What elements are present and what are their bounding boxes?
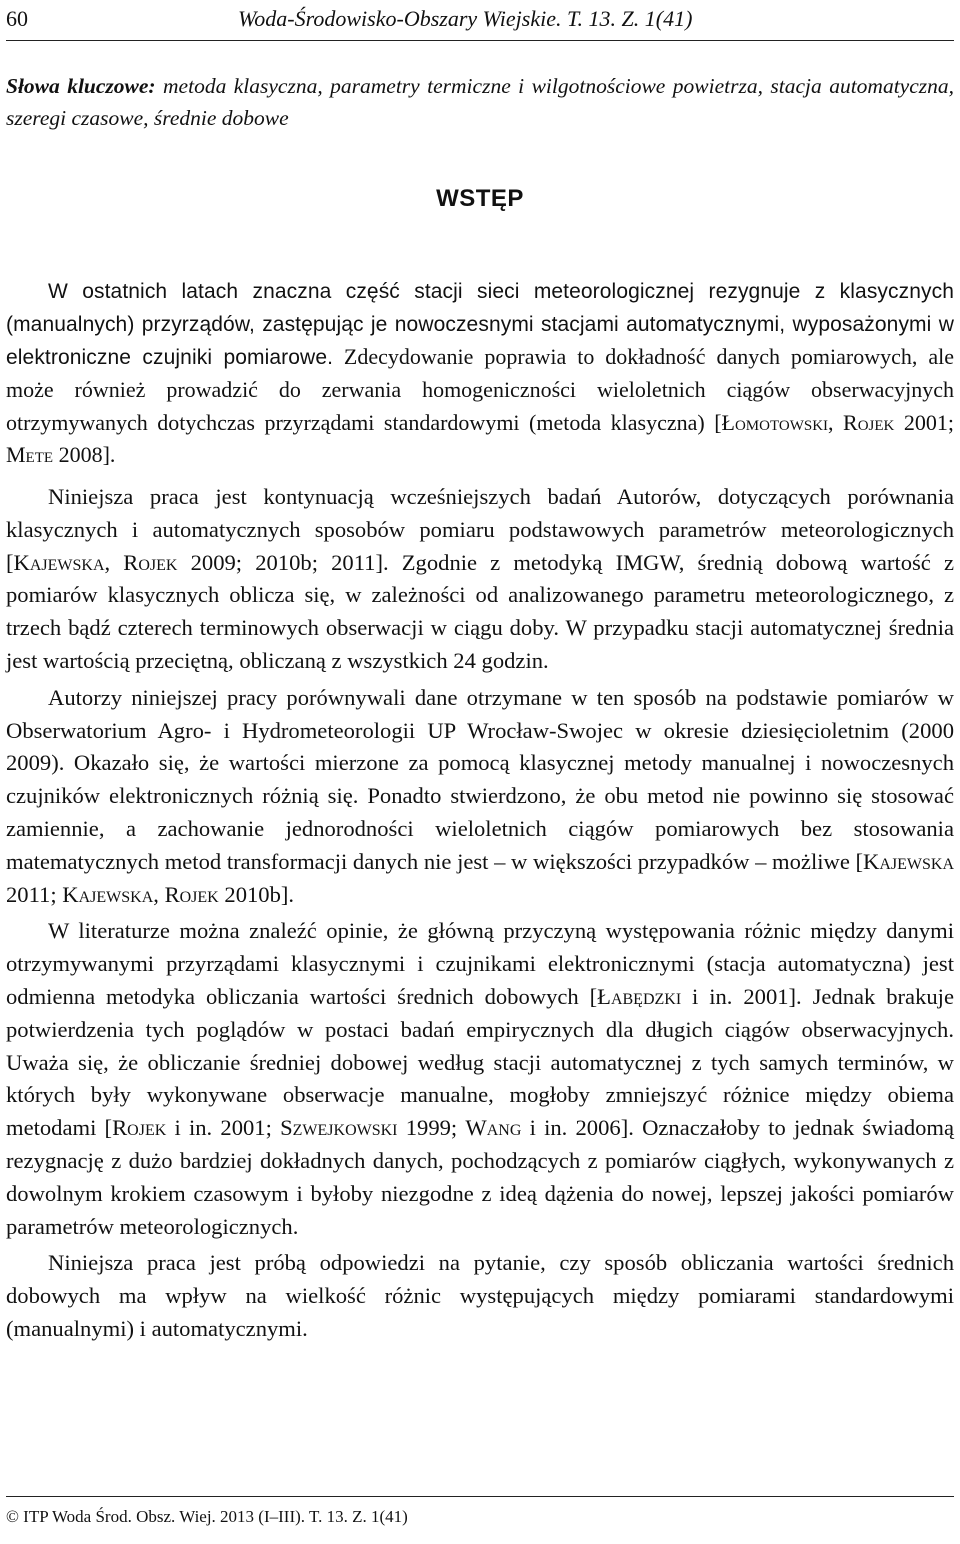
text-run: Niniejsza praca jest kontynuacją wcześniejszych badań Autorów, dotyczących porównania klasycznych i automatycznych sposobów pomiaru podstawowych parametrów meteorologicznych [ bbox=[6, 484, 954, 575]
journal-title: Woda-Środowisko-Obszary Wiejskie. T. 13. Z. 1(41) bbox=[238, 6, 693, 31]
text-run: 1999; bbox=[397, 1115, 466, 1141]
text-run: 2008]. bbox=[53, 442, 116, 468]
citation-author: Rojek bbox=[123, 549, 178, 575]
citation-author: Łomotowski bbox=[721, 409, 829, 435]
citation-author: Wang bbox=[465, 1115, 522, 1141]
text-run: , bbox=[153, 881, 165, 907]
citation-author: Kajewska bbox=[62, 881, 154, 907]
paragraph-1 bbox=[6, 275, 954, 472]
text-run: 2009; 2010b; 2011]. Zgodnie z metodyką IMGW, średnią dobową wartość z pomiarów klasycznych oblicza się, w zależności od analizowanego parametru meteorologicznego, z trzech bądź czterech terminowych obserwacji w ciągu doby. W przypadku stacji automatycznej średnia jest wartością przeciętną, obliczaną z wszystkich 24 godzin. bbox=[6, 549, 954, 673]
citation-author: Szwejkowski bbox=[280, 1115, 398, 1141]
text-run: 2011; bbox=[6, 881, 63, 907]
running-header bbox=[6, 0, 954, 41]
copyright-footer: © ITP Woda Środ. Obsz. Wiej. 2013 (I–III). T. 13. Z. 1(41) bbox=[6, 1496, 954, 1527]
text-run: i in. 2001]. Jednak brakuje potwierdzenia tych poglądów w postaci badań empirycznych dla długich ciągów obserwacyjnych. Uważa się, że obliczanie średniej dobowej według stacji automatycznej z tych samych terminów, w których były wykonywane obserwacje manualne, mogłoby zmniejszyć różnice między obiema metodami [ bbox=[6, 983, 954, 1141]
text-run: Autorzy niniejszej pracy porównywali dane otrzymane w ten sposób na podstawie pomiarów w Obserwatorium Agro- i Hydrometeorologii UP Wrocław-Swojec w okresie dziesięcioletnim (2000 2009). Okazało się, że wartości mierzone za pomocą klasycznej metody manualnej i nowoczesnych czujników elektronicznych różnią się. Ponadto stwierdzono, że obu metod nie powinno się stosować zamiennie, a zachowanie jednorodności wieloletnich ciągów pomiarowych bez stosowania matematycznych metod transformacji danych nie jest – w większości przypadków – możliwe [ bbox=[6, 684, 954, 874]
body-text bbox=[6, 481, 954, 1346]
citation-author: Mete bbox=[6, 442, 54, 468]
paragraph-3 bbox=[6, 682, 954, 912]
paragraph-4 bbox=[6, 915, 954, 1243]
paragraph-1-sans-text: W ostatnich latach znaczna część stacji sieci meteorologicznej rezygnuje z klasycznych (manualnych) przyrządów, zastępując je nowoczesnymi stacjami automatycznymi, wyposażonymi w elektroniczne czujniki pomiarowe. bbox=[6, 279, 954, 370]
keywords bbox=[6, 70, 954, 134]
text-run: , bbox=[828, 409, 844, 435]
page-number: 60 bbox=[6, 6, 28, 31]
text-run: W literaturze można znaleźć opinie, że główną przyczyną występowania różnic między danymi otrzymywanymi przyrządami klasycznymi i czujnikami elektronicznymi (stacja automatyczna) jest odmienna metodyka obliczania wartości średnich dobowych [ bbox=[6, 918, 954, 1009]
keywords-label: Słowa kluczowe: bbox=[6, 74, 156, 98]
citation-author: Kajewska bbox=[13, 549, 105, 575]
text-run: 2010b]. bbox=[218, 881, 295, 907]
text-run: i in. 2001; bbox=[166, 1115, 281, 1141]
citation-author: Rojek bbox=[164, 881, 219, 907]
text-run: , bbox=[104, 549, 124, 575]
paragraph-2 bbox=[6, 481, 954, 678]
text-run: i in. 2006]. Oznaczałoby to jednak świadomą rezygnację z dużo bardziej dokładnych danych, pochodzących z pomiarów ciągłych, wykonywanych z dowolnym krokiem czasowym i byłoby niezgodne z ideą dążenia do nowej, lepszej jakości pomiarów parametrów meteorologicznych. bbox=[6, 1115, 955, 1239]
citation-author: Kajewska bbox=[863, 848, 955, 874]
text-run: 2001; bbox=[894, 409, 955, 435]
paragraph-5: Niniejsza praca jest próbą odpowiedzi na pytanie, czy sposób obliczania wartości średnich dobowych ma wpływ na wielkość różnic występujących między pomiarami standardowymi (manualnymi) i automatycznymi. bbox=[6, 1250, 954, 1341]
citation-author: Rojek bbox=[112, 1115, 167, 1141]
keywords-text: metoda klasyczna, parametry termiczne i wilgotnościowe powietrza, stacja automatyczna, szeregi czasowe, średnie dobowe bbox=[6, 74, 954, 130]
text-run: Zdecydowanie poprawia to dokładność danych pomiarowych, ale może również prowadzić do zerwania homogeniczności wieloletnich ciągów obserwacyjnych otrzymywanych dotychczas przyrządami standardowymi (metoda klasyczna) [ bbox=[6, 344, 955, 435]
citation-author: Rojek bbox=[843, 409, 895, 435]
section-title: WSTĘP bbox=[436, 185, 524, 212]
citation-author: Łabędzki bbox=[597, 983, 682, 1009]
